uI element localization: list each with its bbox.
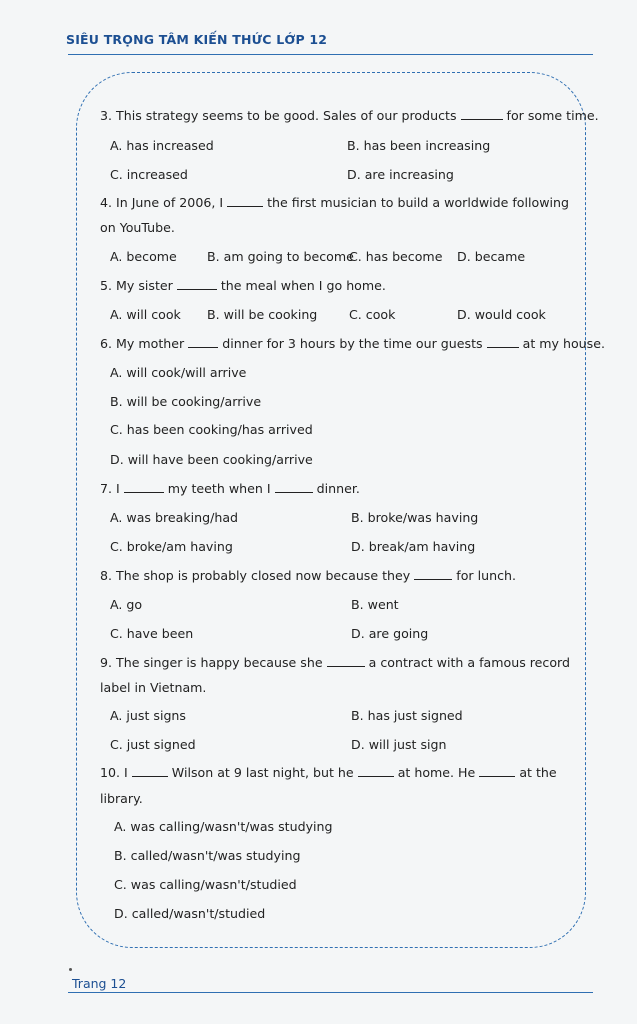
answer-blank [177, 278, 217, 290]
answer-blank [227, 195, 263, 207]
answer-blank [479, 765, 515, 777]
question-3-stem-part2: for some time. [506, 108, 599, 123]
question-8-option-b: B. went [351, 597, 399, 612]
answer-blank [124, 481, 164, 493]
question-4-stem-part1: 4. In June of 2006, I [100, 195, 224, 210]
question-5-stem-part2: the meal when I go home. [220, 278, 386, 293]
question-6-option-a: A. will cook/will arrive [110, 365, 247, 380]
question-9-option-c: C. just signed [110, 737, 196, 752]
question-7-stem-part3: dinner. [316, 481, 360, 496]
answer-blank [188, 336, 218, 348]
header-rule [68, 54, 593, 55]
question-3-option-d: D. are increasing [347, 167, 454, 182]
question-10-option-b: B. called/wasn't/was studying [114, 848, 301, 863]
question-6-stem [100, 336, 605, 352]
question-8-option-a: A. go [110, 597, 143, 612]
question-3-stem [100, 108, 599, 124]
question-4-stem [100, 195, 569, 211]
question-9-stem-part2: a contract with a famous record [368, 655, 570, 670]
question-8-stem-part2: for lunch. [456, 568, 516, 583]
answer-blank [358, 765, 394, 777]
answer-blank [461, 108, 503, 120]
question-9-stem [100, 655, 570, 671]
question-10-stem-part3: at home. He [397, 765, 476, 780]
question-3-option-b: B. has been increasing [347, 138, 491, 153]
question-10-option-a: A. was calling/wasn't/was studying [114, 819, 333, 834]
question-4-option-b: B. am going to become [207, 249, 354, 264]
question-10-stem-part4: at the [519, 765, 557, 780]
question-9-stem-line2: label in Vietnam. [100, 680, 207, 695]
question-8-option-d: D. are going [351, 626, 429, 641]
page-number: Trang 12 [72, 976, 127, 991]
question-7-stem-part2: my teeth when I [167, 481, 271, 496]
question-10-stem [100, 765, 557, 781]
question-6-option-c: C. has been cooking/has arrived [110, 422, 313, 437]
question-4-option-a: A. become [110, 249, 177, 264]
question-5-option-c: C. cook [349, 307, 396, 322]
question-10-stem-part2: Wilson at 9 last night, but he [171, 765, 354, 780]
answer-blank [275, 481, 313, 493]
question-3-option-a: A. has increased [110, 138, 214, 153]
question-5-stem [100, 278, 386, 294]
question-6-option-d: D. will have been cooking/arrive [110, 452, 313, 467]
question-6-stem-part1: 6. My mother [100, 336, 185, 351]
question-4-stem-part2: the first musician to build a worldwide following [267, 195, 569, 210]
page-header-title: SIÊU TRỌNG TÂM KIẾN THỨC LỚP 12 [66, 32, 328, 47]
question-4-option-c: C. has become [349, 249, 443, 264]
question-10-option-d: D. called/wasn't/studied [114, 906, 266, 921]
answer-blank [414, 568, 452, 580]
question-3-stem-part1: 3. This strategy seems to be good. Sales of our products [100, 108, 457, 123]
question-7-option-c: C. broke/am having [110, 539, 233, 554]
question-7-stem [100, 481, 360, 497]
footer-rule [68, 992, 593, 993]
question-6-option-b: B. will be cooking/arrive [110, 394, 262, 409]
question-3-option-c: C. increased [110, 167, 188, 182]
question-9-option-d: D. will just sign [351, 737, 447, 752]
question-7-option-d: D. break/am having [351, 539, 476, 554]
answer-blank [132, 765, 168, 777]
question-7-stem-part1: 7. I [100, 481, 120, 496]
question-5-option-d: D. would cook [457, 307, 546, 322]
question-5-option-a: A. will cook [110, 307, 181, 322]
question-6-stem-part3: at my house. [522, 336, 605, 351]
question-9-option-b: B. has just signed [351, 708, 463, 723]
question-10-stem-part1: 10. I [100, 765, 128, 780]
question-8-stem-part1: 8. The shop is probably closed now because they [100, 568, 411, 583]
question-10-stem-line2: library. [100, 791, 143, 806]
question-8-option-c: C. have been [110, 626, 194, 641]
question-9-option-a: A. just signs [110, 708, 186, 723]
answer-blank [327, 655, 365, 667]
answer-blank [487, 336, 519, 348]
question-8-stem [100, 568, 516, 584]
question-9-stem-part1: 9. The singer is happy because she [100, 655, 323, 670]
question-6-stem-part2: dinner for 3 hours by the time our guests [222, 336, 483, 351]
question-10-option-c: C. was calling/wasn't/studied [114, 877, 297, 892]
question-7-option-a: A. was breaking/had [110, 510, 239, 525]
question-7-option-b: B. broke/was having [351, 510, 479, 525]
scan-speck [69, 968, 72, 971]
question-5-stem-part1: 5. My sister [100, 278, 173, 293]
question-4-option-d: D. became [457, 249, 526, 264]
question-5-option-b: B. will be cooking [207, 307, 318, 322]
question-4-stem-line2: on YouTube. [100, 220, 175, 235]
